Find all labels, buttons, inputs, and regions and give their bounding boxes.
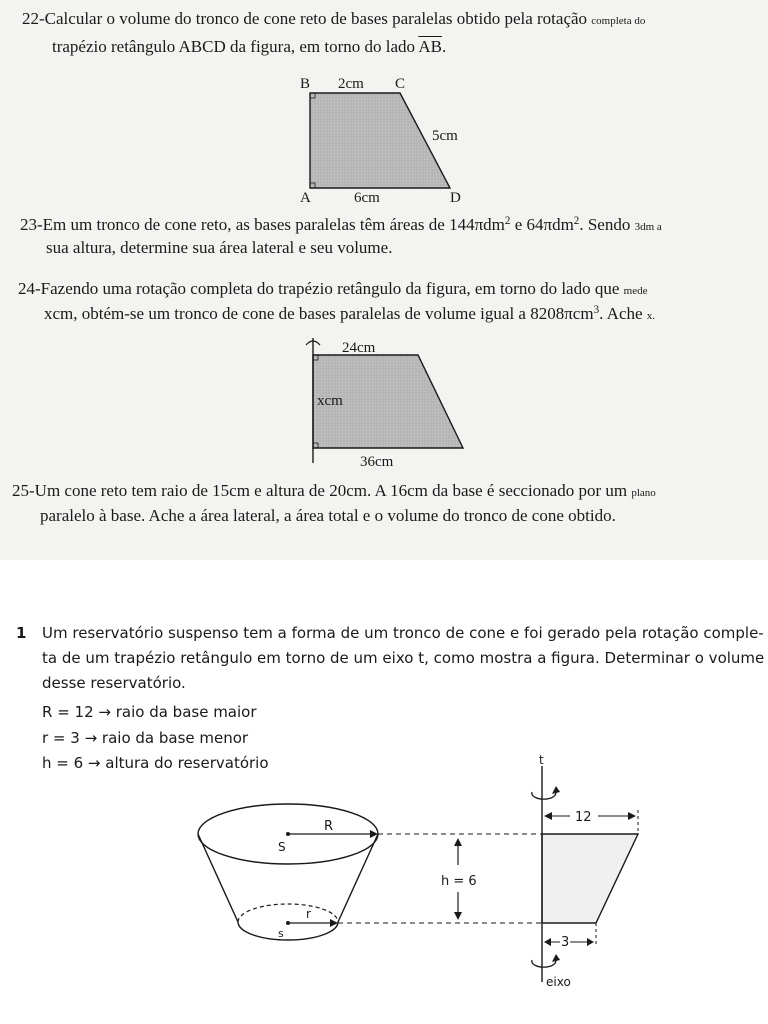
bottom-radius-right-arrowhead-icon xyxy=(587,938,594,946)
top-length: 24cm xyxy=(342,340,376,356)
rotation-top-arrowhead-icon xyxy=(552,786,560,794)
bottom-base-back xyxy=(238,904,338,922)
bottom-radius-left-arrowhead-icon xyxy=(544,938,551,946)
problem-23-line2: sua altura, determine sua área lateral e seu volume. xyxy=(46,238,393,257)
center-lower xyxy=(286,921,290,925)
label-axis: eixo xyxy=(546,975,571,989)
center-upper xyxy=(286,832,290,836)
problem-25-line2: paralelo à base. Ache a área lateral, a área total e o volume do tronco de cone obtido. xyxy=(40,506,616,525)
vertex-b: B xyxy=(300,76,311,92)
top-radius-left-arrowhead-icon xyxy=(544,812,552,820)
label-height: h = 6 xyxy=(441,874,477,889)
problem-25-line1: 25-Um cone reto tem raio de 15cm e altura de 20cm. A 16cm da base é seccionado por um plano xyxy=(12,481,656,500)
problem-24-line2: xcm, obtém-se um tronco de cone de bases paralelas de volume igual a 8208πcm$^3$. Ache x. xyxy=(44,303,656,323)
given-radius-large: R = 12 → raio da base maior xyxy=(42,703,257,721)
bottom-length: 36cm xyxy=(360,454,394,470)
exercise-line3: desse reservatório. xyxy=(42,674,186,692)
slant-length: 5cm xyxy=(432,128,458,144)
given-radius-small: r = 3 → raio da base menor xyxy=(42,729,249,747)
height-down-arrowhead-icon xyxy=(454,912,462,920)
problem-23-line1: 23-Em um tronco de cone reto, as bases paralelas têm áreas de 144πdm$^2$ e 64πdm$^2$. Sendo 3dm a xyxy=(20,214,662,234)
trapezoid-abcd xyxy=(310,93,450,188)
right-trapezoid xyxy=(542,834,638,923)
rotation-bottom-icon xyxy=(532,958,556,967)
rotation-bottom-arrowhead-icon xyxy=(552,954,560,962)
label-top-radius: 12 xyxy=(575,810,592,825)
height-up-arrowhead-icon xyxy=(454,838,462,846)
label-r: r xyxy=(306,907,311,921)
top-radius-right-arrowhead-icon xyxy=(628,812,636,820)
exercise-line1: Um reservatório suspenso tem a forma de um tronco de cone e foi gerado pela rotação comple- xyxy=(42,624,764,642)
label-S-upper: S xyxy=(278,840,286,854)
frustum-right-side xyxy=(338,834,378,922)
label-R: R xyxy=(324,819,334,834)
problem-22-line2: trapézio retângulo ABCD da figura, em torno do lado $\overline{AB}$. xyxy=(52,37,447,56)
problem-22-line1: 22-Calcular o volume do tronco de cone reto de bases paralelas obtido pela rotação completa do xyxy=(22,9,646,28)
label-s-lower: s xyxy=(278,927,284,940)
vertex-c: C xyxy=(395,76,406,92)
label-bottom-radius: 3 xyxy=(561,935,570,950)
segment-ab: $\overline{AB}$ xyxy=(418,37,442,56)
vertex-d: D xyxy=(450,190,461,206)
figure-22-trapezoid xyxy=(290,70,480,210)
label-t: t xyxy=(539,753,544,767)
given-height: h = 6 → altura do reservatório xyxy=(42,754,269,772)
figure-24-trapezoid xyxy=(298,335,478,475)
vertex-a: A xyxy=(300,190,311,206)
exercise-line2: ta de um trapézio retângulo em torno de um eixo t, como mostra a figura. Determinar o volume xyxy=(42,649,765,667)
frustum-left-side xyxy=(198,834,238,922)
height-label: xcm xyxy=(317,393,343,409)
figure-1-frustum xyxy=(190,750,650,1000)
problem-24-line1: 24-Fazendo uma rotação completa do trapézio retângulo da figura, em torno do lado que mede xyxy=(18,279,648,298)
rotation-top-icon xyxy=(532,790,556,799)
top-length: 2cm xyxy=(338,76,364,92)
bottom-length: 6cm xyxy=(354,190,380,206)
exercise-number: 1 xyxy=(16,624,27,642)
